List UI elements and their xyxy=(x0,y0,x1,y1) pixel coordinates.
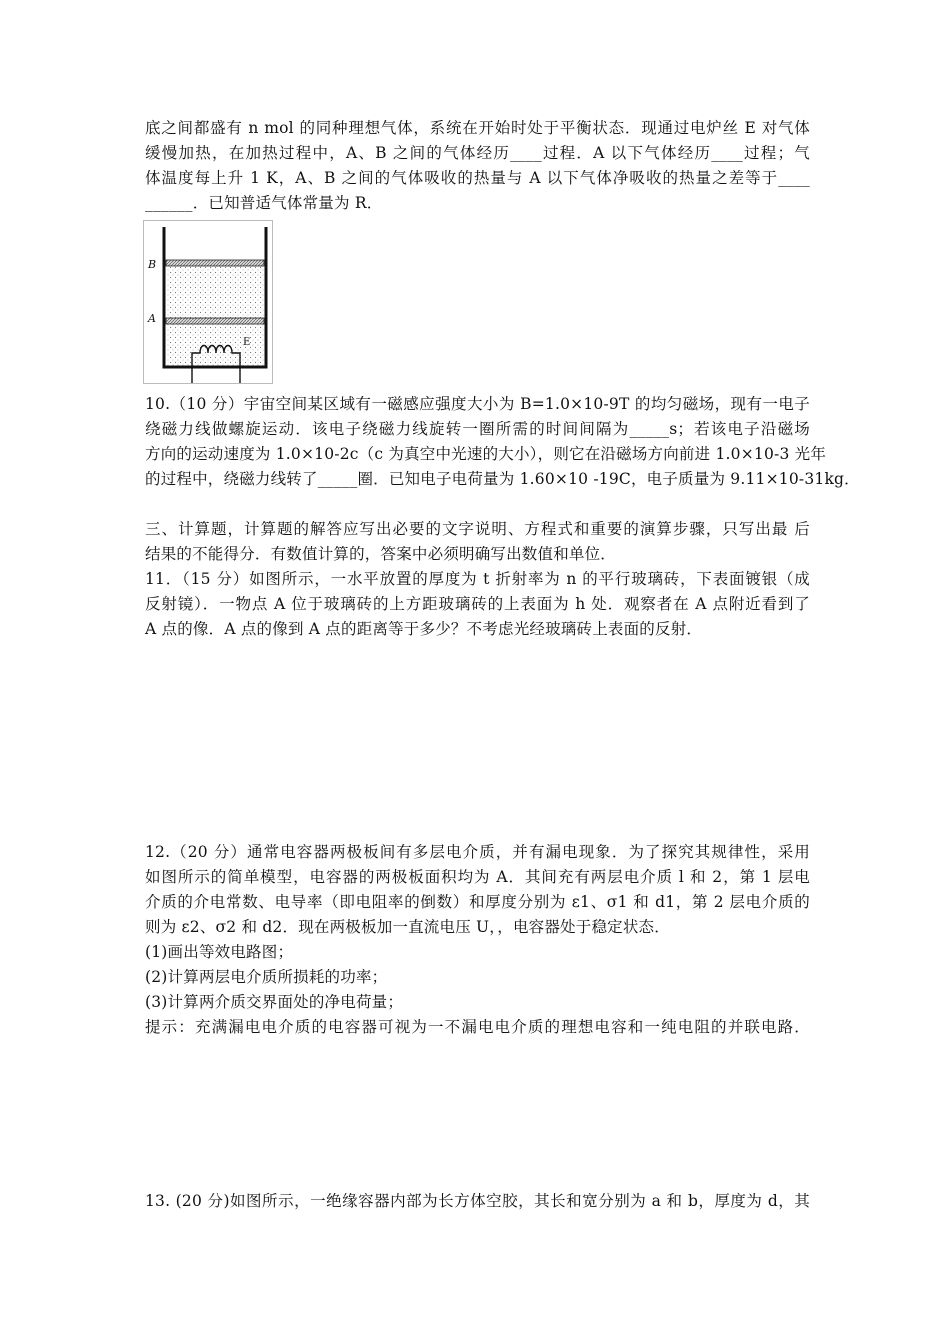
q12-line-1: 12.（20 分）通常电容器两极板间有多层电介质，并有漏电现象．为了探究其规律性，采用 xyxy=(145,843,810,861)
q12-line-4: 则为 ε2、σ2 和 d2．现在两极板加一直流电压 U，，电容器处于稳定状态． xyxy=(145,918,670,936)
piston-b xyxy=(166,260,264,266)
piston-cylinder-diagram xyxy=(144,221,272,383)
q12-item-3: (3)计算两介质交界面处的净电荷量； xyxy=(145,993,404,1011)
q9-line-4: ______．已知普适气体常量为 R． xyxy=(145,194,383,212)
q12-line-3: 介质的介电常数、电导率（即电阻率的倒数）和厚度分别为 ε1、σ1 和 d1，第 2 层电介质的 xyxy=(145,893,810,911)
piston-cylinder-figure xyxy=(143,220,273,384)
q10-line-4: 的过程中，绕磁力线转了_____圈．已知电子电荷量为 1.60×10 -19C，电子质量为 9.11×10-31kg． xyxy=(145,470,860,488)
q10-line-1: 10.（10 分）宇宙空间某区域有一磁感应强度大小为 B=1.0×10-9T 的均匀磁场，现有一电子 xyxy=(145,395,810,413)
q11-line-3: A 点的像．A 点的像到 A 点的距离等于多少？不考虑光经玻璃砖上表面的反射． xyxy=(145,620,703,638)
q13-line-1: 13. (20 分)如图所示，一绝缘容器内部为长方体空胶，其长和宽分别为 a 和 b，厚度为 d，其 xyxy=(145,1192,810,1210)
q12-hint: 提示：充满漏电电介质的电容器可视为一不漏电电介质的理想电容和一纯电阻的并联电路． xyxy=(145,1018,810,1036)
piston-a xyxy=(166,318,264,324)
q10-line-3: 方向的运动速度为 1.0×10-2c（c 为真空中光速的大小），则它在沿磁场方向前进 1.0×10-3 光年 xyxy=(145,445,827,463)
section3-line-2: 结果的不能得分．有数值计算的，答案中必须明确写出数值和单位． xyxy=(145,545,617,563)
q11-line-2: 反射镜）．一物点 A 位于玻璃砖的上方距玻璃砖的上表面为 h 处．观察者在 A 点附近看到了 xyxy=(145,595,810,613)
gas-region-ab xyxy=(166,266,264,318)
q12-item-2: (2)计算两层电介质所损耗的功率； xyxy=(145,968,388,986)
q9-line-2: 缓慢加热，在加热过程中，A、B 之间的气体经历____过程．A 以下气体经历____过程；气 xyxy=(145,144,810,162)
q10-line-2: 绕磁力线做螺旋运动．该电子绕磁力线旋转一圈所需的时间间隔为_____s；若该电子沿磁场 xyxy=(145,420,810,438)
q9-line-3: 体温度每上升 1 K，A、B 之间的气体吸收的热量与 A 以下气体净吸收的热量之差等于____ xyxy=(145,169,810,187)
q12-item-1: (1)画出等效电路图； xyxy=(145,943,294,961)
q9-line-1: 底之间都盛有 n mol 的同种理想气体，系统在开始时处于平衡状态．现通过电炉丝 E 对气体 xyxy=(145,119,810,137)
label-e: E xyxy=(243,337,251,348)
label-a: A xyxy=(148,312,156,325)
section3-line-1: 三、计算题，计算题的解答应写出必要的文字说明、方程式和重要的演算步骤，只写出最 后 xyxy=(145,520,810,538)
label-b: B xyxy=(148,258,157,271)
q12-line-2: 如图所示的简单模型，电容器的两极板面积均为 A．其间充有两层电介质 l 和 2，第 1 层电 xyxy=(145,868,810,886)
q11-line-1: 11．（15 分）如图所示，一水平放置的厚度为 t 折射率为 n 的平行玻璃砖，下表面镀银（成 xyxy=(145,570,810,588)
